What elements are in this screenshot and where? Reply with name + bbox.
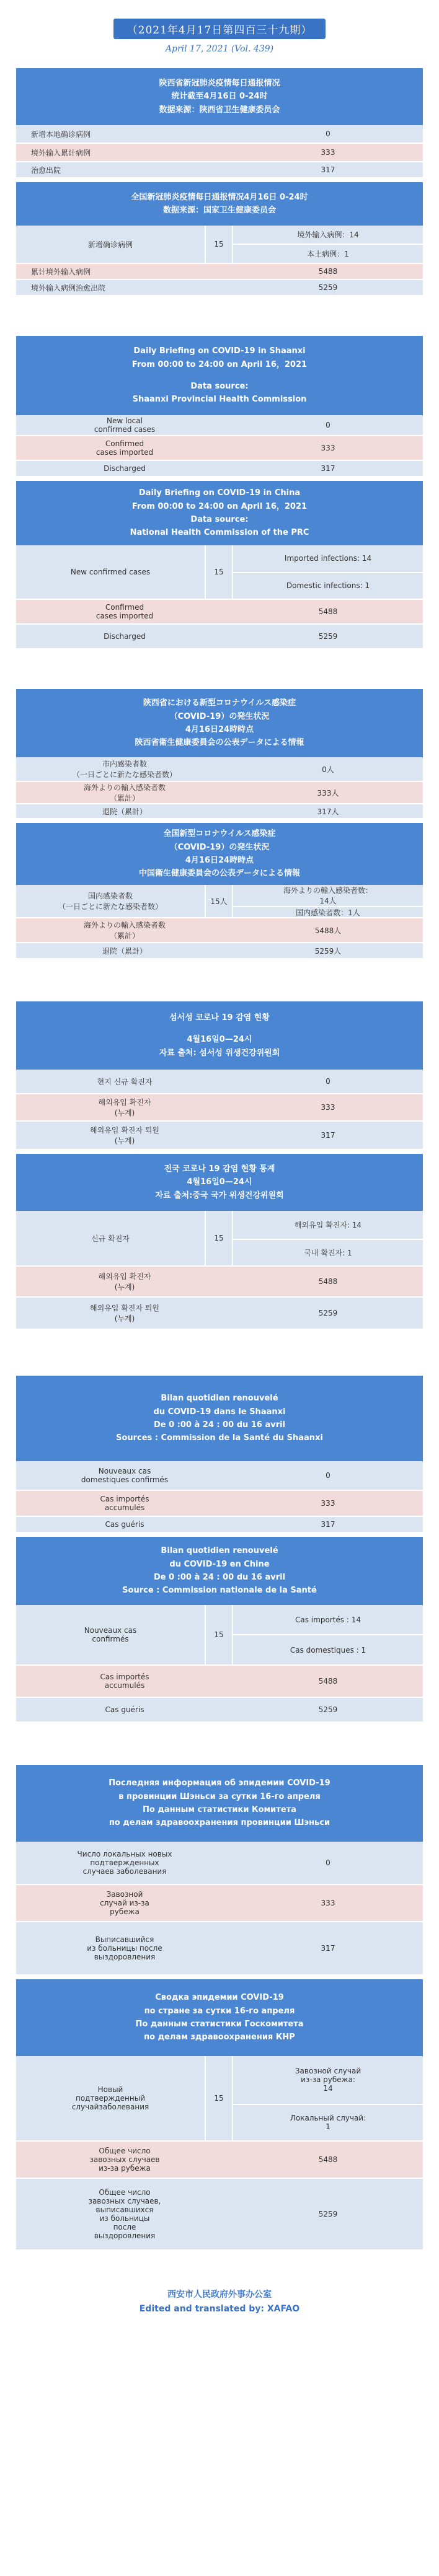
shaanxi-stat-value: 0人 (322, 765, 334, 774)
china-new-cases-row (16, 226, 423, 264)
shaanxi-stat-value: 317 (321, 165, 335, 174)
china-stat-value: 5259 (318, 632, 338, 641)
china-table-header (16, 1154, 423, 1211)
china-new-cases-label: Nouveaux cas confirmés (84, 1626, 137, 1643)
shaanxi-stat-row (16, 1922, 423, 1976)
local-cases-value: 국내 확진자: 1 (233, 1239, 423, 1265)
shaanxi-stat-value: 333 (321, 1103, 335, 1112)
shaanxi-stat-value: 317 (321, 1131, 335, 1140)
china-new-cases-breakdown (233, 1605, 423, 1664)
china-new-cases-row (16, 1211, 423, 1267)
china-new-cases-label: New confirmed cases (70, 568, 151, 576)
shaanxi-title-line: Shaanxi Provincial Health Commission (132, 395, 307, 405)
shaanxi-title-line: 4월16일0—24시 (187, 1035, 252, 1045)
china-title-line: Source : Commission nationale de la Santé (122, 1586, 317, 1596)
china-new-cases-breakdown (233, 2056, 423, 2140)
shaanxi-stat-value: 0 (326, 1077, 330, 1086)
china-title-line: From 00:00 to 24:00 on April 16，2021 (131, 501, 308, 511)
shaanxi-stat-label: Nouveaux cas domestiques confirmés (81, 1467, 169, 1484)
shaanxi-stat-label: Confirmed cases imported (95, 439, 154, 457)
china-new-cases-breakdown (233, 885, 423, 917)
issue-date-en: April 17, 2021 (Vol. 439) (165, 44, 274, 54)
shaanxi-stat-value: 333 (321, 444, 335, 452)
china-new-cases-value: 15 (205, 226, 233, 263)
shaanxi-stat-row (16, 1842, 423, 1885)
section-spacer (0, 1723, 439, 1765)
china-title-line: Сводка эпидемии COVID-19 (155, 1993, 284, 2003)
footer-org: 西安市人民政府外事办公室 (167, 2290, 272, 2300)
china-stat-row (16, 600, 423, 625)
briefing-table-ja (16, 689, 423, 959)
china-stat-value: 5259 (318, 283, 338, 292)
briefing-table-zh (16, 68, 423, 296)
shaanxi-stat-row (16, 162, 423, 178)
china-table-header (16, 182, 423, 226)
shaanxi-stat-row (16, 1070, 423, 1094)
china-title-line: De 0 :00 à 24 : 00 du 16 avril (153, 1573, 286, 1582)
china-stat-row (16, 918, 423, 943)
china-title-line: 全国新冠肺炎疫情每日通报情况4月16日 0-24时 (131, 192, 308, 202)
shaanxi-title-line: 数据来源：陕西省卫生健康委员会 (159, 105, 280, 115)
china-stat-row (16, 943, 423, 959)
china-stat-label: Общее число завозных случаев из-за рубежа (89, 2147, 160, 2173)
imported-cases-value: 境外输入病例：14 (297, 231, 359, 239)
shaanxi-title-line: По данным статистики Комитета (143, 1805, 296, 1814)
china-stat-row (16, 264, 423, 280)
shaanxi-stat-label: 해외유입 확진자 퇴원 (누계) (90, 1126, 159, 1145)
china-new-cases-value: 15 (205, 1605, 233, 1664)
china-new-cases-label: 国内感染者数 （一日ごとに新たな感染者数） (58, 892, 162, 911)
shaanxi-title-line: Daily Briefing on COVID-19 in Shaanxi (133, 346, 306, 356)
footer-credit: Edited and translated by: XAFAO (139, 2304, 300, 2314)
imported-cases-value: Cas importés : 14 (295, 1615, 361, 1624)
china-stat-value: 5488 (318, 607, 338, 616)
local-cases-value: 本土病例：1 (233, 244, 423, 263)
shaanxi-stat-label: 退院（累計） (102, 807, 147, 816)
china-title-line: По данным статистики Госкомитета (135, 2020, 304, 2029)
china-title-line: по стране за сутки 16-го апреля (144, 2006, 295, 2016)
china-title-line: 中国衛生健康委員会の公表データによる情報 (138, 869, 300, 879)
imported-cases-value: Imported infections: 14 (284, 554, 372, 563)
china-title-line: 4월16일0—24시 (187, 1177, 252, 1187)
shaanxi-stat-label: 해외유입 확진자 (누계) (98, 1098, 151, 1117)
china-stat-value: 5488 (318, 1677, 338, 1686)
shaanxi-title-line: 统计截至4月16日 0-24时 (171, 92, 268, 102)
issue-header (0, 0, 439, 62)
shaanxi-table-header (16, 1001, 423, 1070)
china-stat-row (16, 280, 423, 296)
shaanxi-title-line: 자료 출처: 섬서성 위생건강위원회 (159, 1048, 280, 1058)
shaanxi-title-line: De 0 :00 à 24 : 00 du 16 avril (153, 1420, 286, 1430)
china-new-cases-value: 15人 (205, 885, 233, 917)
shaanxi-table-header (16, 336, 423, 415)
china-stat-row (16, 1267, 423, 1298)
shaanxi-table-header (16, 1765, 423, 1842)
shaanxi-title-line: Sources : Commission de la Santé du Shaanxi (116, 1433, 323, 1443)
briefing-table-ru (16, 1765, 423, 2251)
china-title-line: du COVID-19 en Chine (169, 1559, 270, 1569)
shaanxi-stat-value: 0 (326, 130, 330, 138)
shaanxi-stat-row (16, 125, 423, 144)
shaanxi-stat-label: Число локальных новых подтвержденных случаев заболевания (77, 1850, 172, 1876)
local-cases-value: Cas domestiques : 1 (233, 1634, 423, 1664)
china-stat-value: 5488 (318, 267, 338, 276)
china-new-cases-value: 15 (205, 1211, 233, 1265)
shaanxi-stat-value: 0 (326, 1471, 330, 1480)
shaanxi-stat-label: New local confirmed cases (94, 416, 156, 434)
shaanxi-stat-label: 海外よりの輸入感染者数 （累計） (83, 783, 166, 802)
shaanxi-title-line: Data source: (190, 382, 249, 391)
china-new-cases-row (16, 2056, 423, 2142)
shaanxi-title-line: по делам здравоохранения провинции Шэньси (109, 1818, 330, 1828)
china-new-cases-row (16, 885, 423, 918)
china-stat-value: 5488 (318, 2155, 338, 2164)
shaanxi-stat-label: 新增本地确诊病例 (31, 130, 91, 139)
shaanxi-stat-value: 317人 (317, 807, 339, 816)
shaanxi-stat-value: 317 (321, 1520, 335, 1529)
china-stat-row (16, 1698, 423, 1723)
shaanxi-stat-label: Discharged (104, 464, 146, 473)
shaanxi-stat-value: 333 (321, 1899, 335, 1907)
china-new-cases-value: 15 (205, 2056, 233, 2140)
shaanxi-table-header (16, 689, 423, 757)
china-title-line: （COVID-19）の発生状況 (169, 842, 270, 852)
china-title-line: 4月16日24時時点 (185, 856, 254, 865)
china-stat-label: Discharged (104, 632, 146, 641)
shaanxi-stat-label: 治愈出院 (31, 165, 61, 175)
china-stat-label: 退院（累計） (102, 946, 147, 956)
shaanxi-stat-row (16, 436, 423, 461)
shaanxi-title-line: （COVID-19）の発生状況 (169, 711, 270, 721)
shaanxi-stat-row (16, 1122, 423, 1150)
shaanxi-stat-row (16, 1461, 423, 1491)
section-spacer (0, 649, 439, 689)
china-new-cases-breakdown (233, 226, 423, 263)
china-new-cases-label: 신규 확진자 (91, 1234, 130, 1243)
briefing-table-ko (16, 1001, 423, 1330)
china-title-line: 数据来源：国家卫生健康委员会 (162, 206, 276, 215)
china-stat-value: 5259人 (314, 946, 342, 956)
shaanxi-stat-value: 0 (326, 1858, 330, 1867)
shaanxi-stat-value: 317 (321, 1944, 335, 1953)
china-new-cases-label: Новый подтвержденный случайзаболевания (71, 2085, 149, 2111)
shaanxi-stat-row (16, 415, 423, 436)
section-spacer (0, 1330, 439, 1376)
shaanxi-stat-row (16, 1094, 423, 1122)
shaanxi-stat-row (16, 144, 423, 162)
china-stat-value: 5488 (318, 1277, 338, 1286)
china-table-header (16, 823, 423, 885)
china-table-header (16, 1979, 423, 2056)
shaanxi-title-line: From 00:00 to 24:00 on April 16，2021 (131, 359, 308, 369)
shaanxi-stat-value: 333 (321, 1499, 335, 1508)
china-stat-value: 5259 (318, 2210, 338, 2218)
shaanxi-stat-label: 境外输入累计病例 (31, 148, 91, 157)
shaanxi-stat-row (16, 1885, 423, 1922)
briefing-table-fr (16, 1376, 423, 1723)
shaanxi-stat-label: Выписавшийся из больницы после выздоровления (87, 1935, 162, 1961)
imported-cases-value: Завозной случай из-за рубежа: 14 (295, 2067, 361, 2093)
briefing-table-en (16, 336, 423, 649)
shaanxi-stat-row (16, 782, 423, 804)
china-title-line: 전국 코로나 19 감염 현황 통계 (164, 1164, 275, 1174)
china-title-line: Data source: (190, 515, 249, 524)
shaanxi-title-line: Последняя информация об эпидемии COVID-19 (109, 1778, 330, 1788)
shaanxi-stat-row (16, 1491, 423, 1517)
shaanxi-stat-row (16, 1517, 423, 1533)
shaanxi-table-header (16, 1376, 423, 1461)
shaanxi-stat-label: 市内感染者数 （一日ごとに新たな感染者数） (72, 760, 177, 779)
china-new-cases-row (16, 545, 423, 600)
china-stat-row (16, 625, 423, 649)
china-stat-value: 5259 (318, 1309, 338, 1317)
china-title-line: National Health Commission of the PRC (130, 528, 309, 538)
shaanxi-stat-label: 현지 신규 확진자 (97, 1077, 153, 1086)
shaanxi-title-line: в провинции Шэньси за сутки 16-го апреля (118, 1791, 321, 1801)
china-stat-label: Общее число завозных случаев, выписавшихся из больницы после выздоровления (88, 2188, 161, 2240)
shaanxi-stat-row (16, 804, 423, 819)
section-spacer (0, 959, 439, 1001)
china-stat-value: 5488人 (314, 926, 342, 935)
shaanxi-stat-value: 317 (321, 464, 335, 473)
shaanxi-title-line: 陝西省衛生健康委員会の公表データによる情報 (135, 738, 304, 748)
shaanxi-stat-value: 0 (326, 421, 330, 429)
china-new-cases-row (16, 1605, 423, 1666)
shaanxi-title-line: 섬서성 코로나 19 감염 현황 (169, 1013, 270, 1022)
shaanxi-stat-value: 333 (321, 148, 335, 157)
china-stat-row (16, 1298, 423, 1330)
china-new-cases-breakdown (233, 1211, 423, 1265)
china-title-line: Bilan quotidien renouvelé (161, 1546, 278, 1556)
china-stat-row (16, 2142, 423, 2179)
china-stat-label: 해외유입 확진자 퇴원 (누계) (90, 1304, 159, 1323)
shaanxi-stat-value: 333人 (317, 788, 339, 798)
china-new-cases-value: 15 (205, 545, 233, 599)
china-stat-label: 境外输入病例治愈出院 (31, 283, 106, 292)
local-cases-value: 国内感染者数：1人 (233, 906, 423, 918)
issue-date-cn: （2021年4月17日第四百三十九期） (113, 19, 326, 39)
shaanxi-title-line: du COVID-19 dans le Shaanxi (153, 1407, 286, 1417)
china-new-cases-breakdown (233, 545, 423, 599)
china-stat-label: 海外よりの輸入感染者数 （累計） (83, 921, 166, 940)
china-table-header (16, 1537, 423, 1605)
shaanxi-title-line: 陕西省新冠肺炎疫情每日通报情况 (159, 78, 280, 88)
china-stat-row (16, 2179, 423, 2251)
section-spacer (0, 296, 439, 336)
china-title-line: 자료 출처:중국 국가 위생건강위원회 (155, 1190, 284, 1200)
footer (0, 2288, 439, 2326)
shaanxi-stat-label: Завозной случай из-за рубежа (100, 1890, 149, 1916)
imported-cases-value: 해외유입 확진자: 14 (294, 1220, 362, 1229)
shaanxi-stat-row (16, 757, 423, 782)
china-title-line: по делам здравоохранения КНР (144, 2033, 295, 2042)
china-stat-label: 累计境外输入病例 (31, 267, 91, 276)
china-title-line: Daily Briefing on COVID-19 in China (138, 488, 301, 498)
section-spacer (0, 62, 439, 68)
shaanxi-stat-row (16, 461, 423, 477)
china-table-header (16, 481, 423, 545)
china-stat-label: Cas importés accumulés (100, 1673, 149, 1690)
shaanxi-stat-label: Cas importés accumulés (100, 1495, 149, 1512)
local-cases-value: Локальный случай: 1 (233, 2104, 423, 2140)
china-stat-label: Confirmed cases imported (95, 603, 154, 620)
china-new-cases-label: 新增确诊病例 (87, 240, 133, 249)
china-stat-value: 5259 (318, 1705, 338, 1714)
local-cases-value: Domestic infections: 1 (233, 572, 423, 599)
china-title-line: 全国新型コロナウイルス感染症 (163, 829, 276, 839)
shaanxi-stat-label: Cas guéris (105, 1520, 144, 1529)
imported-cases-value: 海外よりの輸入感染者数： 14人 (283, 886, 373, 905)
china-stat-label: 해외유입 확진자 (누계) (98, 1272, 151, 1291)
shaanxi-title-line: Bilan quotidien renouvelé (161, 1394, 278, 1404)
china-stat-label: Cas guéris (105, 1705, 144, 1714)
china-stat-row (16, 1666, 423, 1698)
shaanxi-title-line: 4月16日24時時点 (185, 725, 254, 734)
shaanxi-title-line: 陝西省における新型コロナウイルス感染症 (143, 698, 296, 708)
shaanxi-table-header (16, 68, 423, 125)
